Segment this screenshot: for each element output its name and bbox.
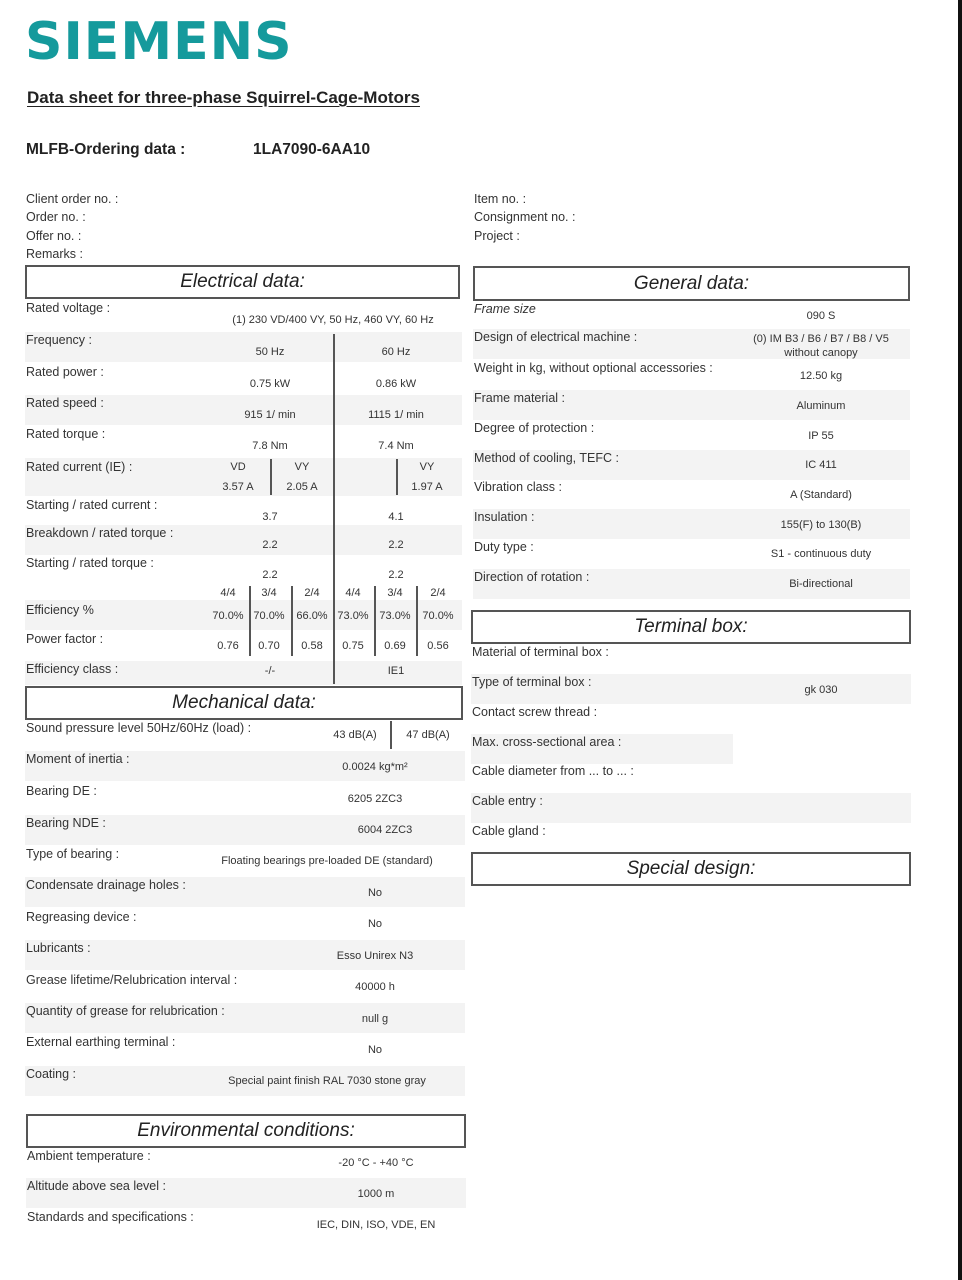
altitude-value: 1000 m bbox=[357, 1188, 395, 1200]
regreasing-device-value: No bbox=[367, 918, 383, 930]
current-divider-60 bbox=[396, 459, 398, 495]
power-factor-60-4-4: 0.75 bbox=[342, 640, 364, 652]
cable-diameter-label: Cable diameter from ... to ... : bbox=[472, 764, 634, 778]
mlfb-label: MLFB-Ordering data : bbox=[26, 141, 186, 158]
earthing-terminal-label: External earthing terminal : bbox=[26, 1035, 176, 1049]
rated-power-row bbox=[25, 364, 462, 394]
moment-of-inertia-value: 0.0024 kg*m² bbox=[342, 761, 408, 773]
standards-label: Standards and specifications : bbox=[27, 1210, 194, 1224]
grease-quantity-value: null g bbox=[361, 1013, 389, 1025]
efficiency-class-label: Efficiency class : bbox=[26, 662, 119, 676]
terminal-type-value: gk 030 bbox=[804, 684, 838, 696]
ambient-temperature-label: Ambient temperature : bbox=[27, 1149, 151, 1163]
starting-torque-60hz: 2.2 bbox=[388, 569, 404, 581]
rated-current-vd-header: VD bbox=[230, 461, 246, 473]
coating-value: Special paint finish RAL 7030 stone gray bbox=[228, 1075, 426, 1087]
earthing-terminal-row bbox=[25, 1034, 465, 1064]
machine-design-row bbox=[473, 329, 910, 359]
cooling-method-value: IC 411 bbox=[805, 459, 837, 471]
special-design-heading: Special design: bbox=[471, 852, 911, 886]
grease-lifetime-value: 40000 h bbox=[355, 981, 395, 993]
efficiency-label: Efficiency % bbox=[26, 603, 94, 617]
vibration-class-label: Vibration class : bbox=[474, 480, 563, 494]
efficiency-50-4-4: 70.0% bbox=[212, 610, 244, 622]
frame-size-value: 090 S bbox=[806, 310, 836, 322]
sound-pressure-label: Sound pressure level 50Hz/60Hz (load) : bbox=[26, 721, 252, 735]
efficiency-60-3-4: 73.0% bbox=[379, 610, 411, 622]
grease-lifetime-label: Grease lifetime/Relubrication interval : bbox=[26, 973, 238, 987]
starting-current-60hz: 4.1 bbox=[388, 511, 404, 523]
electrical-data-heading: Electrical data: bbox=[25, 265, 460, 299]
contact-screw-row bbox=[471, 704, 911, 734]
type-of-bearing-label: Type of bearing : bbox=[26, 847, 120, 861]
machine-design-value: (0) IM B3 / B6 / B7 / B8 / V5 bbox=[753, 333, 889, 345]
efficiency-class-row bbox=[25, 661, 462, 685]
weight-row bbox=[473, 360, 910, 390]
order-info-right bbox=[474, 190, 575, 245]
sound-pressure-row bbox=[25, 720, 465, 750]
insulation-label: Insulation : bbox=[474, 510, 535, 524]
grease-lifetime-row bbox=[25, 972, 465, 1002]
starting-torque-label: Starting / rated torque : bbox=[26, 556, 154, 570]
starting-current-row bbox=[25, 497, 462, 527]
starting-current-50hz: 3.7 bbox=[262, 511, 278, 523]
cable-entry-label: Cable entry : bbox=[472, 794, 543, 808]
earthing-terminal-value: No bbox=[367, 1044, 383, 1056]
cable-gland-row bbox=[471, 823, 911, 853]
altitude-label: Altitude above sea level : bbox=[27, 1179, 166, 1193]
bearing-nde-label: Bearing NDE : bbox=[26, 816, 106, 830]
bearing-de-row bbox=[25, 783, 465, 813]
efficiency-60-4-4: 73.0% bbox=[337, 610, 369, 622]
load-header-60-4-4: 4/4 bbox=[345, 587, 361, 599]
frame-material-row bbox=[473, 390, 910, 420]
breakdown-torque-label: Breakdown / rated torque : bbox=[26, 526, 174, 540]
terminal-material-label: Material of terminal box : bbox=[472, 645, 609, 659]
environmental-conditions-heading: Environmental conditions: bbox=[26, 1114, 466, 1148]
weight-label: Weight in kg, without optional accessories : bbox=[474, 361, 713, 375]
terminal-type-row bbox=[471, 674, 911, 704]
frequency-60hz: 60 Hz bbox=[381, 346, 411, 358]
order-no-label: Order no. : bbox=[26, 210, 86, 225]
power-factor-50-4-4: 0.76 bbox=[217, 640, 239, 652]
efficiency-60-2-4: 70.0% bbox=[422, 610, 454, 622]
terminal-material-row bbox=[471, 644, 911, 674]
rated-torque-50hz: 7.8 Nm bbox=[252, 440, 288, 452]
load-divider-2 bbox=[291, 586, 293, 656]
condensate-drainage-label: Condensate drainage holes : bbox=[26, 878, 186, 892]
load-header-50-4-4: 4/4 bbox=[220, 587, 236, 599]
frequency-divider-line bbox=[333, 334, 335, 684]
vibration-class-value: A (Standard) bbox=[790, 489, 852, 501]
standards-value: IEC, DIN, ISO, VDE, EN bbox=[316, 1219, 436, 1231]
breakdown-torque-50hz: 2.2 bbox=[262, 539, 278, 551]
regreasing-device-label: Regreasing device : bbox=[26, 910, 137, 924]
bearing-nde-value: 6004 2ZC3 bbox=[357, 824, 413, 836]
duty-type-row bbox=[473, 539, 910, 569]
power-factor-60-2-4: 0.56 bbox=[427, 640, 449, 652]
frame-material-value: Aluminum bbox=[796, 400, 846, 412]
rotation-direction-row bbox=[473, 569, 910, 599]
load-divider-4 bbox=[416, 586, 418, 656]
duty-type-value: S1 - continuous duty bbox=[770, 548, 872, 560]
cooling-method-row bbox=[473, 450, 910, 480]
client-order-label: Client order no. : bbox=[26, 192, 119, 206]
document-title: Data sheet for three-phase Squirrel-Cage-Motors bbox=[27, 88, 420, 107]
machine-design-label: Design of electrical machine : bbox=[474, 330, 638, 344]
load-header-60-2-4: 2/4 bbox=[430, 587, 446, 599]
rated-voltage-row bbox=[25, 300, 462, 330]
bearing-de-value: 6205 2ZC3 bbox=[347, 793, 403, 805]
coating-label: Coating : bbox=[26, 1067, 77, 1081]
rated-current-vy-header-60: VY bbox=[419, 461, 435, 473]
lubricants-label: Lubricants : bbox=[26, 941, 91, 955]
project-label: Project : bbox=[474, 228, 520, 243]
offer-no-label: Offer no. : bbox=[26, 228, 82, 243]
rated-torque-60hz: 7.4 Nm bbox=[378, 440, 414, 452]
frequency-50hz: 50 Hz bbox=[255, 346, 285, 358]
rated-torque-row bbox=[25, 426, 462, 456]
item-no-label: Item no. : bbox=[474, 192, 527, 206]
current-divider-50 bbox=[270, 459, 272, 495]
rotation-direction-value: Bi-directional bbox=[789, 578, 853, 590]
type-of-bearing-row bbox=[25, 846, 465, 876]
power-factor-label: Power factor : bbox=[26, 632, 104, 646]
frame-size-row bbox=[473, 301, 910, 331]
sound-pressure-60hz: 47 dB(A) bbox=[406, 729, 450, 741]
bearing-nde-row bbox=[25, 815, 465, 845]
condensate-drainage-value: No bbox=[367, 887, 383, 899]
terminal-type-label: Type of terminal box : bbox=[472, 675, 592, 689]
insulation-value: 155(F) to 130(B) bbox=[780, 519, 862, 531]
rated-current-vy-60hz: 1.97 A bbox=[411, 481, 443, 493]
page-edge bbox=[958, 0, 962, 1280]
mlfb-value: 1LA7090-6AA10 bbox=[253, 141, 371, 158]
rated-torque-label: Rated torque : bbox=[26, 427, 106, 441]
rated-power-60hz: 0.86 kW bbox=[375, 378, 417, 390]
grease-quantity-row bbox=[25, 1003, 465, 1033]
cross-section-label: Max. cross-sectional area : bbox=[472, 735, 622, 749]
efficiency-50-3-4: 70.0% bbox=[253, 610, 285, 622]
degree-of-protection-label: Degree of protection : bbox=[474, 421, 595, 435]
regreasing-device-row bbox=[25, 909, 465, 939]
efficiency-50-2-4: 66.0% bbox=[296, 610, 328, 622]
rated-speed-60hz: 1115 1/ min bbox=[368, 409, 424, 421]
moment-of-inertia-row bbox=[25, 751, 465, 781]
rated-speed-label: Rated speed : bbox=[26, 396, 104, 410]
degree-of-protection-value: IP 55 bbox=[808, 430, 834, 442]
rated-speed-row bbox=[25, 395, 462, 425]
rotation-direction-label: Direction of rotation : bbox=[474, 570, 590, 584]
rated-current-vy-50hz: 2.05 A bbox=[286, 481, 318, 493]
machine-design-value-2: without canopy bbox=[784, 347, 858, 359]
degree-of-protection-row bbox=[473, 420, 910, 450]
rated-current-label: Rated current (IE) : bbox=[26, 460, 133, 474]
frequency-label: Frequency : bbox=[26, 333, 93, 347]
remarks-label: Remarks : bbox=[26, 246, 83, 261]
rated-power-50hz: 0.75 kW bbox=[249, 378, 291, 390]
load-divider-3 bbox=[374, 586, 376, 656]
load-divider-1 bbox=[249, 586, 251, 656]
frequency-row bbox=[25, 332, 462, 362]
duty-type-label: Duty type : bbox=[474, 540, 534, 554]
rated-current-vy-header-50: VY bbox=[294, 461, 310, 473]
power-factor-50-3-4: 0.70 bbox=[258, 640, 280, 652]
rated-voltage-label: Rated voltage : bbox=[26, 301, 111, 315]
standards-row bbox=[26, 1209, 466, 1239]
coating-row bbox=[25, 1066, 465, 1096]
rated-speed-50hz: 915 1/ min bbox=[244, 409, 296, 421]
siemens-logo: SIEMENS bbox=[25, 12, 293, 72]
power-factor-50-2-4: 0.58 bbox=[301, 640, 323, 652]
rated-power-label: Rated power : bbox=[26, 365, 104, 379]
power-factor-row bbox=[25, 631, 462, 661]
power-factor-60-3-4: 0.69 bbox=[384, 640, 406, 652]
rated-current-vd-50hz: 3.57 A bbox=[222, 481, 254, 493]
cooling-method-label: Method of cooling, TEFC : bbox=[474, 451, 619, 465]
bearing-de-label: Bearing DE : bbox=[26, 784, 97, 798]
vibration-class-row bbox=[473, 479, 910, 509]
ambient-temperature-row bbox=[26, 1148, 466, 1178]
cross-section-row bbox=[471, 734, 733, 764]
consignment-no-label: Consignment no. : bbox=[474, 210, 576, 225]
starting-torque-row bbox=[25, 555, 462, 585]
breakdown-torque-60hz: 2.2 bbox=[388, 539, 404, 551]
sound-pressure-50hz: 43 dB(A) bbox=[333, 729, 377, 741]
moment-of-inertia-label: Moment of inertia : bbox=[26, 752, 130, 766]
lubricants-row bbox=[25, 940, 465, 970]
terminal-box-heading: Terminal box: bbox=[471, 610, 911, 644]
frame-size-label: Frame size bbox=[474, 302, 536, 316]
efficiency-row bbox=[25, 600, 462, 630]
load-header-60-3-4: 3/4 bbox=[387, 587, 403, 599]
sound-divider-line bbox=[390, 721, 392, 749]
load-header-50-2-4: 2/4 bbox=[304, 587, 320, 599]
cable-diameter-row bbox=[471, 763, 911, 793]
weight-value: 12.50 kg bbox=[799, 370, 843, 382]
load-header-50-3-4: 3/4 bbox=[261, 587, 277, 599]
grease-quantity-label: Quantity of grease for relubrication : bbox=[26, 1004, 225, 1018]
efficiency-class-50hz: -/- bbox=[264, 665, 276, 677]
condensate-drainage-row bbox=[25, 877, 465, 907]
order-info-left bbox=[26, 190, 118, 263]
general-data-heading: General data: bbox=[473, 266, 910, 301]
ambient-temperature-value: -20 °C - +40 °C bbox=[338, 1157, 414, 1169]
lubricants-value: Esso Unirex N3 bbox=[336, 950, 414, 962]
insulation-row bbox=[473, 509, 910, 539]
mechanical-data-heading: Mechanical data: bbox=[25, 686, 463, 720]
rated-voltage-value: (1) 230 VD/400 VY, 50 Hz, 460 VY, 60 Hz bbox=[232, 314, 434, 326]
starting-torque-50hz: 2.2 bbox=[262, 569, 278, 581]
type-of-bearing-value: Floating bearings pre-loaded DE (standard) bbox=[221, 855, 433, 867]
efficiency-class-60hz: IE1 bbox=[387, 665, 405, 677]
starting-current-label: Starting / rated current : bbox=[26, 498, 158, 512]
breakdown-torque-row bbox=[25, 525, 462, 555]
cable-entry-row bbox=[471, 793, 911, 823]
altitude-row bbox=[26, 1178, 466, 1208]
frame-material-label: Frame material : bbox=[474, 391, 565, 405]
cable-gland-label: Cable gland : bbox=[472, 824, 546, 838]
contact-screw-label: Contact screw thread : bbox=[472, 705, 598, 719]
